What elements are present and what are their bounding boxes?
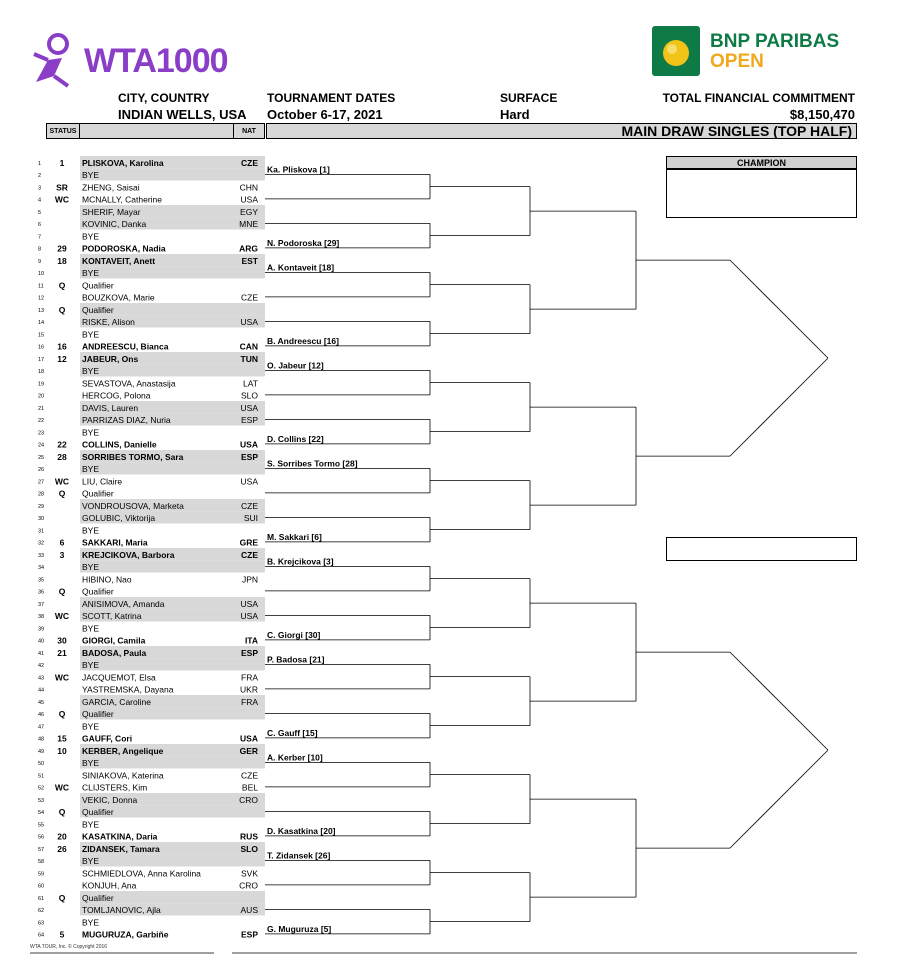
player-nat: USA <box>240 476 258 487</box>
player-nat: CZE <box>241 770 258 781</box>
wta-logo-text: WTA1000 <box>84 41 228 80</box>
player-nat: USA <box>240 402 258 413</box>
player-name: PODOROSKA, Nadia <box>82 243 166 254</box>
player-name: JABEUR, Ons <box>82 353 139 364</box>
draw-position: 50 <box>38 761 45 767</box>
player-row-shade <box>80 854 265 866</box>
champion-header: CHAMPION <box>666 156 857 169</box>
seed-status: 5 <box>59 929 65 940</box>
seed-status: 3 <box>59 549 65 560</box>
player-nat: EGY <box>240 206 258 217</box>
player-name: MCNALLY, Catherine <box>82 194 163 205</box>
player-name: SORRIBES TORMO, Sara <box>82 451 184 462</box>
draw-position: 21 <box>38 405 45 412</box>
player-row-shade <box>80 756 265 768</box>
sf-connector <box>730 260 828 358</box>
seed-status: 15 <box>57 733 67 744</box>
player-name: BYE <box>82 623 100 634</box>
seed-status: WC <box>54 476 70 487</box>
draw-position: 62 <box>38 908 45 914</box>
player-nat: JPN <box>241 574 258 585</box>
player-name: SEVASTOVA, Anastasija <box>82 378 176 389</box>
player-name: Qualifier <box>82 280 114 291</box>
draw-position: 26 <box>38 467 45 473</box>
player-name: BYE <box>82 660 100 670</box>
seed-status: 29 <box>57 243 67 254</box>
draw-position: 5 <box>38 209 42 216</box>
draw-position: 61 <box>38 895 45 902</box>
draw-position: 25 <box>38 454 45 461</box>
r2-winner: S. Sorribes Tormo [28] <box>267 458 358 469</box>
seed-status: 1 <box>59 157 65 168</box>
player-name: SINIAKOVA, Katerina <box>82 770 164 781</box>
player-name: COLLINS, Danielle <box>82 439 157 450</box>
player-name: Qualifier <box>82 892 114 903</box>
draw-position: 15 <box>38 332 45 339</box>
player-nat: USA <box>240 194 258 205</box>
draw-position: 13 <box>38 307 45 314</box>
seed-status: WC <box>54 194 70 205</box>
draw-position: 42 <box>38 663 45 669</box>
player-name: PARRIZAS DIAZ, Nuria <box>82 415 171 425</box>
player-nat: USA <box>240 317 258 327</box>
draw-position: 48 <box>38 736 45 743</box>
player-name: BYE <box>82 329 100 340</box>
player-nat: GRE <box>239 537 258 548</box>
r2-winner: Ka. Pliskova [1] <box>267 164 330 175</box>
player-name: BYE <box>82 268 100 278</box>
draw-position: 28 <box>38 491 45 498</box>
player-name: BOUZKOVA, Marie <box>82 292 155 303</box>
draw-position: 22 <box>38 418 45 424</box>
player-nat: USA <box>240 598 258 609</box>
seed-status: 6 <box>59 537 65 548</box>
player-nat: BEL <box>241 782 258 793</box>
draw-position: 44 <box>38 687 45 694</box>
player-name: ANISIMOVA, Amanda <box>82 598 165 609</box>
player-name: ZHENG, Saisai <box>82 182 140 193</box>
r2-winner: B. Krejcikova [3] <box>267 556 334 567</box>
player-name: LIU, Claire <box>82 476 123 487</box>
surface-label: SURFACE <box>500 91 558 105</box>
seed-status: Q <box>58 488 66 499</box>
draw-position: 18 <box>38 369 45 375</box>
r2-winner: A. Kerber [10] <box>267 752 323 763</box>
surface-value: Hard <box>500 107 530 122</box>
player-name: KOVINIC, Danka <box>82 219 147 229</box>
player-nat: EST <box>241 255 258 266</box>
player-nat: AUS <box>240 905 258 915</box>
player-name: MUGURUZA, Garbiñe <box>82 929 169 940</box>
player-nat: CZE <box>241 292 258 303</box>
player-nat: SVK <box>240 868 258 879</box>
draw-position: 11 <box>38 283 44 290</box>
player-nat: ESP <box>240 415 258 425</box>
player-name: BYE <box>82 231 100 242</box>
player-row-shade <box>80 462 265 474</box>
seed-status: 22 <box>57 439 67 450</box>
draw-title: MAIN DRAW SINGLES (TOP HALF) <box>266 123 857 139</box>
draw-position: 14 <box>38 320 45 326</box>
draw-position: 33 <box>38 552 45 559</box>
player-name: Qualifier <box>82 586 114 597</box>
player-name: SCHMIEDLOVA, Anna Karolina <box>82 868 201 879</box>
player-name: ZIDANSEK, Tamara <box>82 843 160 854</box>
draw-position: 19 <box>38 381 45 388</box>
seed-status: 26 <box>57 843 67 854</box>
seed-status: Q <box>58 892 66 903</box>
draw-position: 16 <box>38 344 45 351</box>
draw-position: 24 <box>38 442 45 449</box>
seed-status: 30 <box>57 635 67 646</box>
player-name: HIBINO, Nao <box>82 574 132 585</box>
r2-winner: P. Badosa [21] <box>267 654 325 665</box>
player-name: KREJCIKOVA, Barbora <box>82 549 175 560</box>
draw-position: 54 <box>38 810 45 816</box>
player-name: GOLUBIC, Viktorija <box>82 513 156 523</box>
seed-status: Q <box>58 586 66 597</box>
draw-position: 47 <box>38 724 45 731</box>
draw-position: 56 <box>38 834 45 841</box>
commitment-value: $8,150,470 <box>789 107 855 122</box>
sf-connector <box>730 750 828 848</box>
player-nat: CAN <box>239 341 258 352</box>
player-nat: UKR <box>240 684 258 695</box>
player-name: Qualifier <box>82 709 114 719</box>
draw-position: 58 <box>38 859 45 865</box>
draw-position: 55 <box>38 822 45 829</box>
seed-status: WC <box>54 782 70 793</box>
draw-position: 41 <box>38 650 45 657</box>
player-nat: FRA <box>241 672 258 683</box>
player-name: DAVIS, Lauren <box>82 402 139 413</box>
player-nat: SLO <box>240 843 258 854</box>
player-name: VONDROUSOVA, Marketa <box>82 500 184 511</box>
player-name: BYE <box>82 917 100 928</box>
player-name: Qualifier <box>82 807 114 817</box>
seed-status: WC <box>54 672 70 683</box>
draw-position: 3 <box>38 185 42 192</box>
player-name: BYE <box>82 170 100 180</box>
draw-position: 53 <box>38 797 45 804</box>
player-nat: SLO <box>240 390 258 401</box>
player-nat: SUI <box>243 513 258 523</box>
status-column-header: STATUS <box>46 123 80 139</box>
draw-position: 10 <box>38 271 45 277</box>
r2-winner: D. Collins [22] <box>267 433 324 444</box>
player-row-shade <box>80 266 265 278</box>
player-name: BYE <box>82 856 100 866</box>
player-name: Qualifier <box>82 488 114 499</box>
player-name: KONTAVEIT, Anett <box>82 255 156 266</box>
draw-position: 6 <box>38 222 42 228</box>
draw-position: 45 <box>38 699 45 706</box>
draw-position: 2 <box>38 173 42 179</box>
draw-position: 34 <box>38 565 45 571</box>
draw-position: 64 <box>38 932 45 939</box>
draw-position: 59 <box>38 871 45 878</box>
seed-status: Q <box>58 280 66 291</box>
player-name: BYE <box>82 366 100 376</box>
r2-winner: C. Giorgi [30] <box>267 629 321 640</box>
player-name: BYE <box>82 427 100 438</box>
draw-position: 43 <box>38 675 45 682</box>
draw-position: 32 <box>38 540 45 547</box>
seed-status: Q <box>58 807 66 817</box>
draw-position: 39 <box>38 626 45 633</box>
player-name: GAUFF, Cori <box>82 733 133 744</box>
r2-winner: M. Sakkari [6] <box>267 531 322 542</box>
player-nat: ITA <box>244 635 258 646</box>
player-name: SAKKARI, Maria <box>82 537 148 548</box>
player-name: ANDREESCU, Bianca <box>82 341 169 352</box>
player-nat: ESP <box>240 647 258 658</box>
player-nat: RUS <box>240 831 258 842</box>
draw-position: 27 <box>38 479 45 486</box>
r2-winner: G. Muguruza [5] <box>267 923 332 934</box>
draw-position: 46 <box>38 712 45 718</box>
player-nat: CRO <box>239 880 258 891</box>
draw-position: 7 <box>38 234 42 241</box>
draw-position: 63 <box>38 920 45 927</box>
seed-status: 16 <box>57 341 67 352</box>
draw-position: 37 <box>38 601 45 608</box>
draw-position: 38 <box>38 614 45 620</box>
draw-position: 17 <box>38 356 45 363</box>
player-name: BADOSA, Paula <box>82 647 147 658</box>
seed-status: 12 <box>57 353 67 364</box>
draw-position: 30 <box>38 516 45 522</box>
player-name: BYE <box>82 819 100 830</box>
player-name: BYE <box>82 464 100 474</box>
player-row-shade <box>80 560 265 572</box>
seed-status: WC <box>54 611 70 621</box>
draw-position: 9 <box>38 258 42 265</box>
draw-position: 20 <box>38 393 45 400</box>
player-name: TOMLJANOVIC, Ajla <box>82 905 161 915</box>
player-nat: ARG <box>239 243 258 254</box>
player-name: VEKIC, Donna <box>82 794 138 805</box>
player-nat: ESP <box>240 929 258 940</box>
player-nat: CZE <box>241 549 258 560</box>
player-nat: CHN <box>239 182 258 193</box>
seed-status: 18 <box>57 255 67 266</box>
r2-winner: A. Kontaveit [18] <box>267 262 335 273</box>
draw-position: 4 <box>38 197 42 204</box>
r2-winner: O. Jabeur [12] <box>267 360 324 371</box>
player-row-shade <box>80 658 265 670</box>
r2-winner: B. Andreescu [16] <box>267 335 339 346</box>
seed-status: 21 <box>57 647 67 658</box>
seed-status: SR <box>56 182 68 193</box>
player-nat: USA <box>240 611 258 621</box>
player-row-shade <box>80 364 265 376</box>
player-name: YASTREMSKA, Dayana <box>82 684 174 695</box>
r2-winner: C. Gauff [15] <box>267 727 318 738</box>
player-nat: MNE <box>239 219 258 229</box>
player-nat: GER <box>239 745 258 756</box>
draw-position: 60 <box>38 883 45 890</box>
player-nat: TUN <box>240 353 258 364</box>
sponsor-event: OPEN <box>710 51 764 72</box>
sf-connector <box>730 358 828 456</box>
player-name: SCOTT, Katrina <box>82 611 142 621</box>
draw-position: 57 <box>38 846 45 853</box>
player-nat: FRA <box>241 696 258 707</box>
player-nat: CZE <box>241 500 258 511</box>
commitment-label: TOTAL FINANCIAL COMMITMENT <box>662 91 855 105</box>
draw-position: 35 <box>38 577 45 584</box>
draw-position: 29 <box>38 503 45 510</box>
r2-winner: N. Podoroska [29] <box>267 237 340 248</box>
draw-position: 40 <box>38 638 45 645</box>
seed-status: Q <box>58 304 66 315</box>
player-nat: USA <box>240 733 258 744</box>
seed-status: Q <box>58 709 66 719</box>
player-name: Qualifier <box>82 304 114 315</box>
player-name: KONJUH, Ana <box>82 880 137 891</box>
player-name: KASATKINA, Daria <box>82 831 158 842</box>
sponsor-name: BNP PARIBAS <box>710 31 840 52</box>
player-name: HERCOG, Polona <box>82 390 151 401</box>
dates-label: TOURNAMENT DATES <box>267 91 396 105</box>
player-nat: CRO <box>239 794 258 805</box>
player-nat: LAT <box>243 378 258 389</box>
draw-position: 12 <box>38 295 45 302</box>
player-name: JACQUEMOT, Elsa <box>82 672 156 683</box>
player-nat: USA <box>240 439 258 450</box>
player-name: KERBER, Angelique <box>82 745 164 756</box>
sf-connector <box>730 652 828 750</box>
player-name: BYE <box>82 525 100 536</box>
player-name: GIORGI, Camila <box>82 635 146 646</box>
copyright-footer: WTA TOUR, Inc. © Copyright 2016 <box>30 944 108 950</box>
draw-position: 36 <box>38 589 45 596</box>
player-name: BYE <box>82 758 100 768</box>
draw-position: 23 <box>38 430 45 437</box>
player-row-shade <box>80 168 265 180</box>
r2-winner: D. Kasatkina [20] <box>267 825 336 836</box>
draw-position: 8 <box>38 246 42 253</box>
player-name: GARCIA, Caroline <box>82 696 151 707</box>
city-label: CITY, COUNTRY <box>118 91 210 105</box>
player-name: CLIJSTERS, Kim <box>82 782 148 793</box>
draw-position: 1 <box>38 160 42 167</box>
player-name: PLISKOVA, Karolina <box>82 157 164 168</box>
seed-status: 10 <box>57 745 67 756</box>
player-name: BYE <box>82 721 100 732</box>
player-name: BYE <box>82 562 100 572</box>
player-nat: CZE <box>241 157 258 168</box>
draw-position: 31 <box>38 528 45 535</box>
city-value: INDIAN WELLS, USA <box>118 107 247 122</box>
r2-winner: T. Zidansek [26] <box>267 850 331 861</box>
player-nat: ESP <box>240 451 258 462</box>
player-name: RISKE, Alison <box>82 317 135 327</box>
dates-value: October 6-17, 2021 <box>267 107 383 122</box>
seed-status: 28 <box>57 451 67 462</box>
draw-position: 52 <box>38 785 45 792</box>
draw-position: 51 <box>38 773 45 780</box>
nat-column-header: NAT <box>234 123 265 139</box>
seed-status: 20 <box>57 831 67 842</box>
player-name: SHERIF, Mayar <box>82 206 141 217</box>
draw-position: 49 <box>38 748 45 755</box>
